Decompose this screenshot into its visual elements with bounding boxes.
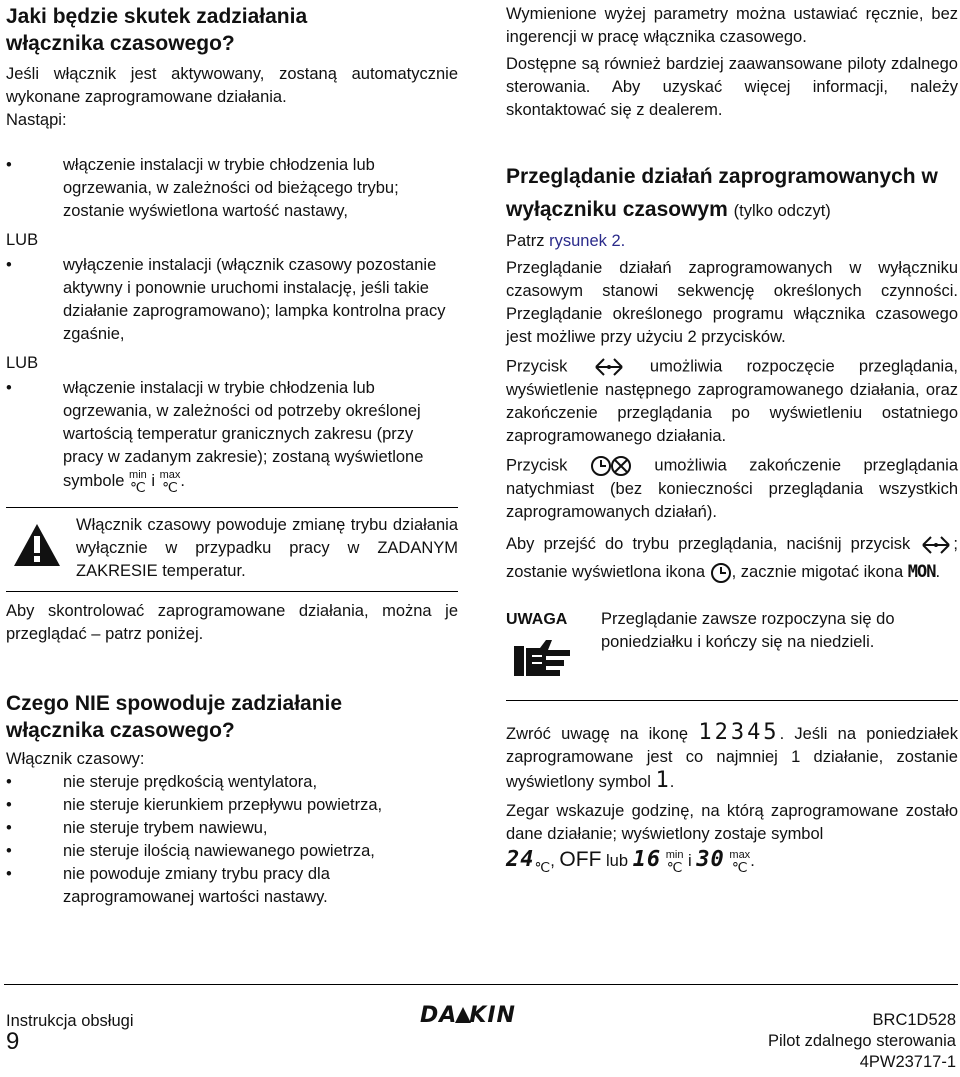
heading-not-effect: Czego NIE spowoduje zadziałanie włącznika czasowego? [6, 692, 343, 742]
day-one-indicator: 1 [655, 768, 670, 793]
read-only-note: (tylko odczyt) [733, 202, 831, 220]
document-code: 4PW23717-1 [859, 1053, 956, 1071]
temp-24-indicator: 24 [506, 847, 535, 872]
review-button-icon [919, 533, 953, 557]
clock-cancel-button-icon [590, 454, 632, 478]
note-box [506, 608, 958, 701]
enter-review-text: Aby przejść do trybu przeglądania, naciśnij przycisk ; zostanie wyświetlona ikona , zacznie migotać ikona MON. [506, 530, 958, 586]
pointing-hand-icon [512, 636, 574, 682]
product-name: Pilot zdalnego sterowania [767, 1032, 956, 1050]
intro-text: Jeśli włącznik jest aktywowany, zostaną automatycznie wykonane zaprogramowane działania. [6, 65, 458, 106]
not-item-5: • nie powoduje zmiany trybu pracy dla zaprogramowanej wartości nastawy. [6, 863, 458, 909]
footer-rule [4, 984, 958, 985]
footer-doc-type: Instrukcja obsługi [6, 1012, 134, 1030]
figure-link[interactable]: rysunek 2. [549, 232, 626, 250]
degree-symbol: ℃ [534, 859, 551, 875]
bullet-3-text: włączenie instalacji w trybie chłodzenia lub ogrzewania, w zależności od potrzeby określonej wartością temperatur granicznych zakresu (przy pracy w zadanym zakresie); zostaną wyświetlone symbole [63, 379, 424, 490]
intro-follow: Nastąpi: [6, 111, 67, 129]
warning-icon [12, 522, 62, 568]
off-indicator: OFF [559, 848, 602, 871]
or-label-1: LUB [6, 231, 39, 249]
and-word: i [151, 472, 156, 490]
button-exit-desc: Przycisk umożliwia zakończenie przeglądania natychmiast (bez konieczności przeglądania wszystkich zaprogramowanych działań). [506, 454, 958, 524]
days-indicator: 12345 [698, 720, 780, 745]
heading-timer-effect: Jaki będzie skutek zadziałania włącznika czasowego? [6, 5, 308, 55]
bullet-2: • wyłączenie instalacji (włącznik czasowy pozostanie aktywny i ponownie uruchomi instalację, jeśli takie działanie zaprogramowano); lampka kontrolna pracy zgaśnie, [6, 254, 458, 346]
page-number: 9 [6, 1028, 20, 1055]
dealer-text: Dostępne są również bardziej zaawansowane piloty zdalnego sterowania. Aby uzyskać więcej informacji, należy skontaktować się z dealerem. [506, 55, 958, 119]
note-label: UWAGA [506, 611, 568, 628]
left-column [6, 0, 458, 909]
timer-label: Włącznik czasowy: [6, 750, 145, 768]
max-symbol: max ℃ [729, 849, 751, 875]
note-text: Przeglądanie zawsze rozpoczyna się do poniedziałku i kończy się na niedzieli. [601, 610, 895, 651]
not-item-1: • nie steruje prędkością wentylatora, [6, 771, 458, 794]
day-icon-text: Zwróć uwagę na ikonę 12345. Jeśli na poniedziałek zaprogramowane jest co najmniej 1 działanie, zostanie wyświetlony symbol 1. [506, 720, 958, 793]
heading-review: Przeglądanie działań zaprogramowanych w wyłączniku czasowym (tylko odczyt) [506, 165, 938, 221]
review-button-icon [592, 355, 626, 379]
footer-product-info [768, 1010, 956, 1073]
see-figure: Patrz rysunek 2. [506, 232, 626, 250]
temp-16-indicator: 16 [632, 847, 662, 872]
or-label-2: LUB [6, 354, 39, 372]
check-text: Aby skontrolować zaprogramowane działania, można je przeglądać – patrz poniżej. [6, 602, 458, 643]
right-column [506, 0, 958, 873]
not-item-4: • nie steruje ilością nawiewanego powietrza, [6, 840, 458, 863]
warning-box [6, 507, 458, 592]
not-item-3: • nie steruje trybem nawiewu, [6, 817, 458, 840]
temp-30-indicator: 30 [696, 847, 725, 872]
model-number: BRC1D528 [872, 1011, 956, 1029]
manual-params-text: Wymienione wyżej parametry można ustawiać ręcznie, bez ingerencji w pracę włącznika czasowego. [506, 5, 958, 46]
min-symbol: min ℃ [665, 849, 684, 875]
bullet-3: • włączenie instalacji w trybie chłodzenia lub ogrzewania, w zależności od potrzeby określonej wartością temperatur granicznych zakresu (przy pracy w zadanym zakresie); zostaną wyświetlone symbole min ℃ i max ℃ . [6, 377, 458, 493]
max-symbol: max ℃ [159, 469, 181, 495]
not-item-2: • nie steruje kierunkiem przepływu powietrza, [6, 794, 458, 817]
daikin-logo: DA KIN [420, 1003, 516, 1028]
button-next-desc: Przycisk umożliwia rozpoczęcie przeglądania, wyświetlenie następnego zaprogramowanego działania, oraz zakończenie przeglądania po wyświetleniu ostatniego zaprogramowanego działania. [506, 355, 958, 448]
min-symbol: min ℃ [129, 469, 147, 495]
clock-icon [710, 562, 732, 584]
bullet-1: • włączenie instalacji w trybie chłodzenia lub ogrzewania, w zależności od bieżącego trybu; zostanie wyświetlona wartość nastawy, [6, 154, 458, 223]
clock-text: Zegar wskazuje godzinę, na którą zaprogramowane zostało dane działanie; wyświetlony zostaje symbol [506, 802, 958, 843]
warning-text: Włącznik czasowy powoduje zmianę trybu działania wyłącznie w przypadku pracy w ZADANYM ZAKRESIE temperatur. [76, 516, 458, 580]
symbols-row: 24℃, OFF lub 16 min ℃ i 30 max ℃ . [506, 847, 755, 875]
mon-indicator: MON [907, 562, 936, 582]
review-intro: Przeglądanie działań zaprogramowanych w wyłączniku czasowym stanowi sekwencję określonych czynności. Przeglądanie określonego programu włącznika czasowego jest możliwe przy użyciu 2 przycisków. [506, 259, 958, 346]
